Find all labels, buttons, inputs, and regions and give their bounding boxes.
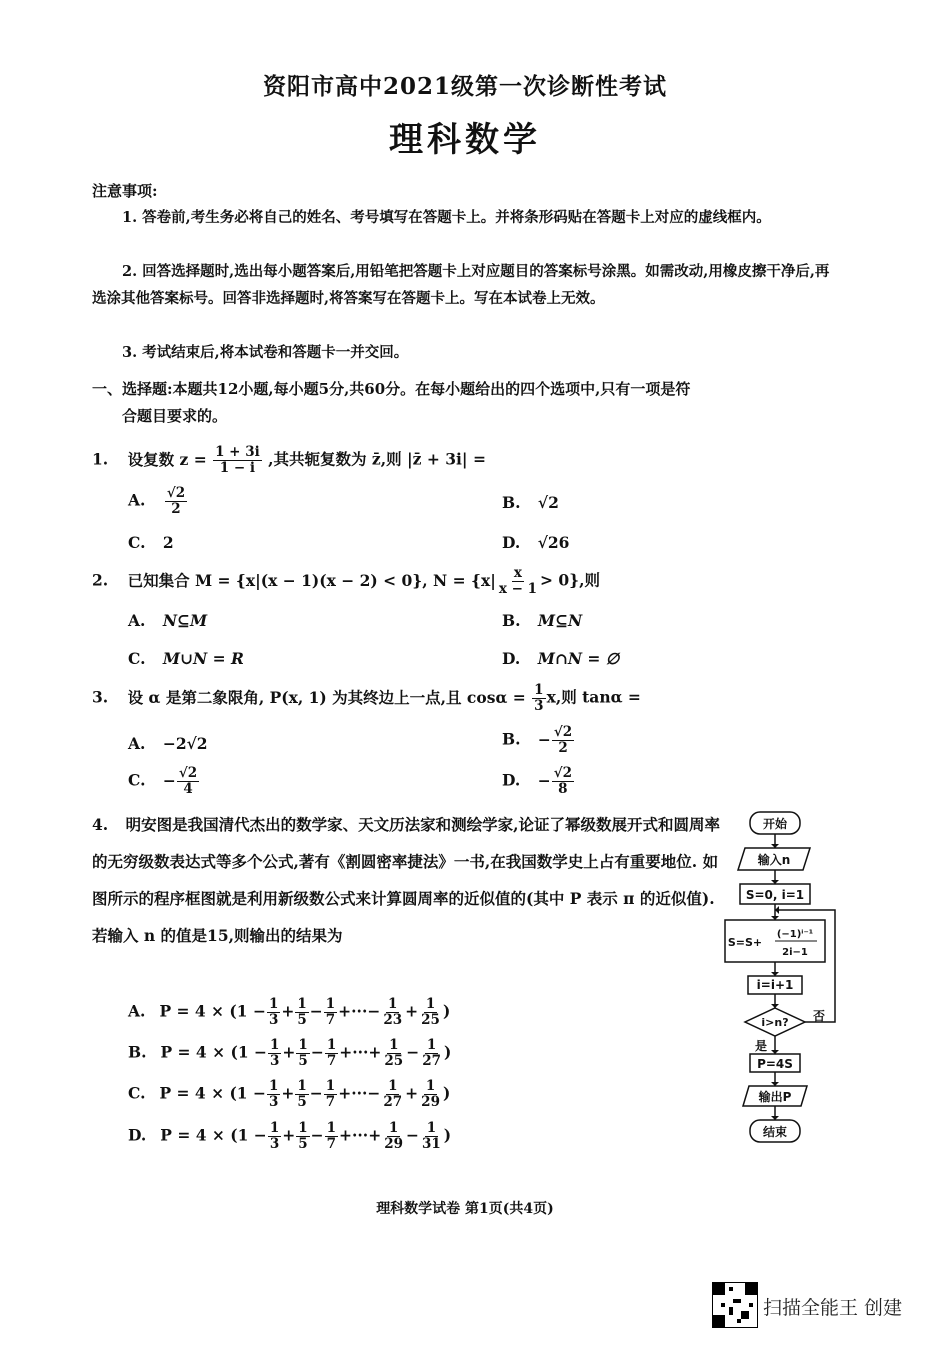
fraction [324,1079,337,1110]
fraction [295,1079,308,1110]
flow-loop-arrow [775,910,835,1022]
q4-option-d [128,1121,451,1152]
fraction [382,1121,405,1152]
option-label: D. [502,533,521,552]
operator-ellipsis: +···+ [339,1042,382,1062]
fraction [268,1038,281,1069]
option-sign: − [537,729,551,749]
operator: + [282,1042,296,1062]
fraction [497,566,539,597]
subject-title: 理科数学 [389,120,541,160]
fraction-denominator: 29 [384,1136,403,1152]
fraction-numerator: √2 [178,765,198,781]
fraction [267,1079,280,1110]
fraction [325,1038,338,1069]
fraction-numerator: √2 [166,485,186,501]
operator: + [281,1083,295,1103]
question-number: 3. [92,687,109,707]
fraction-numerator: 1 [325,1078,336,1094]
scanner-watermark: 扫描全能王 创建 [763,1297,903,1319]
option-label: B. [128,1042,147,1062]
option-label: A. [128,1001,146,1021]
option-text: 2 [162,533,174,552]
fraction-denominator: 5 [297,1012,307,1028]
question-2 [92,566,600,597]
arrow-head [771,1004,779,1008]
q4-option-c [128,1079,450,1110]
option-label: B. [502,493,521,512]
option-expression-head: P = 4 × (1 − [159,1001,266,1021]
flowchart-init: S=0, i=1 [745,888,805,902]
flowchart-end: 结束 [762,1125,788,1139]
notice-item-2: 2. 回答选择题时,选出每小题答案后,用铅笔把答题卡上对应题目的答案标号涂黑。如需改动,用橡皮擦干净后,再选涂其他答案标号。回答非选择题时,将答案写在答题卡上。写在本试卷上无效。 [92,263,830,307]
fraction-denominator: 3 [269,1136,280,1152]
fraction-numerator: 1 [426,1120,437,1136]
operator: − [406,1042,420,1062]
option-label: D. [502,770,521,790]
operator-ellipsis: +···− [338,1001,381,1021]
fraction [419,997,442,1028]
fraction [325,1121,338,1152]
option-text: √26 [537,533,570,552]
fraction [552,766,574,797]
fraction [267,997,280,1028]
section-header [92,376,837,430]
fraction-numerator: 1 [269,1120,280,1136]
question-text: 设 α 是第二象限角, P(x, 1) 为其终边上一点,且 cosα = [127,687,526,707]
section-header-line-1: 一、选择题:本题共12小题,每小题5分,共60分。在每小题给出的四个选项中,只有一项是符 [92,380,691,398]
fraction [177,766,199,797]
fraction-denominator: 5 [298,1053,308,1069]
q3-option-b [502,725,575,756]
option-label: A. [128,734,146,753]
option-expression-head: P = 4 × (1 − [159,1083,266,1103]
fraction-numerator: 1 [298,1120,308,1136]
fraction-numerator: 1 [268,1078,279,1094]
fraction-numerator: 1 [426,1037,437,1053]
operator: − [309,1083,323,1103]
option-label: C. [128,770,146,790]
fraction-denominator: 4 [183,781,193,797]
fraction [165,486,187,517]
question-1 [92,445,486,476]
fraction [213,445,262,476]
fraction-denominator: 3 [270,1053,280,1069]
operator: − [406,1125,419,1145]
option-text: M∩N = ∅ [537,649,620,668]
option-label: B. [502,729,521,749]
question-text: 设复数 z = [127,449,207,469]
flowchart-condition: i>n? [761,1016,789,1029]
exam-title: 资阳市高中2021级第一次诊断性考试 [262,73,667,100]
question-number: 1. [92,449,109,469]
fraction-denominator: 8 [558,781,568,797]
fraction-numerator: 1 [389,1037,399,1053]
question-text: 明安图是我国清代杰出的数学家、天文历法家和测绘学家,论证了幂级数展开式和圆周率的无穷级数表达式等多个公式,著有《割圆密率捷法》一书,在我国数学史上占有重要地位. 如图所示的程序框图就是利用新级数公式来计算圆周率的近似值的(其中 P 表示 π 的近似值). 若输入 n 的值是15,则输出的结果为 [92,815,720,945]
fraction [268,1121,281,1152]
option-text: √2 [537,493,559,512]
fraction-denominator: 27 [383,1094,403,1110]
fraction-numerator: √2 [553,724,573,740]
q1-option-a [128,486,188,517]
operator: + [282,1125,296,1145]
q2-option-d [502,649,619,668]
question-4 [92,806,722,954]
flowchart-update-prefix: S=S+ [727,936,763,949]
fraction-denominator: 1 − i [219,460,256,476]
flowchart-assign: P=4S [757,1057,793,1071]
fraction [296,1038,309,1069]
fraction-numerator: 1 [388,1078,398,1094]
fraction-numerator: 1 [297,996,307,1012]
option-sign: − [162,770,176,790]
option-label: A. [128,490,146,510]
fraction-denominator: 31 [422,1136,441,1152]
fraction-numerator: 1 [326,1037,337,1053]
fraction [532,683,545,714]
notice-item-1: 1. 答卷前,考生务必将自己的姓名、考号填写在答题卡上。并将条形码贴在答题卡上对应的虚线框内。 [122,209,771,226]
flowchart-start: 开始 [762,817,788,831]
q4-option-b [128,1038,451,1069]
option-label: B. [502,611,521,630]
section-header-line-2: 合题目要求的。 [122,407,228,425]
q1-option-b [502,493,559,512]
fraction-numerator: 1 [270,1037,280,1053]
fraction-numerator: 1 [425,996,436,1012]
fraction [420,1038,443,1069]
flowchart-no-label: 否 [812,1009,826,1023]
fraction [419,1079,442,1110]
fraction-denominator: 27 [422,1053,441,1069]
flowchart-incr: i=i+1 [756,978,794,992]
flowchart [715,810,845,1150]
notice-item-3: 3. 考试结束后,将本试卷和答题卡一并交回。 [122,344,409,361]
fraction-denominator: 23 [383,1012,403,1028]
q1-option-d [502,533,569,552]
operator: + [281,1001,295,1021]
fraction-denominator: 7 [326,1053,337,1069]
fraction [324,997,337,1028]
fraction-denominator: 5 [297,1094,307,1110]
option-label: A. [128,611,146,630]
closing-paren: ) [442,1083,451,1103]
flowchart-yes-label: 是 [754,1039,768,1053]
option-label: C. [128,649,146,668]
operator: + [405,1083,419,1103]
closing-paren: ) [442,1001,451,1021]
q2-option-b [502,611,582,630]
question-number: 2. [92,570,109,590]
operator: + [405,1001,419,1021]
flowchart-update-numerator: (−1)ⁱ⁻¹ [776,929,814,940]
q3-option-a [128,734,208,753]
fraction-numerator: 1 [268,996,279,1012]
option-label: C. [128,1083,146,1103]
operator-ellipsis: +···+ [339,1125,382,1145]
fraction [420,1121,443,1152]
fraction-numerator: 1 + 3i [215,444,260,460]
fraction-denominator: 3 [268,1094,279,1110]
closing-paren: ) [443,1125,452,1145]
fraction-numerator: 1 [425,1078,436,1094]
option-expression-head: P = 4 × (1 − [160,1125,267,1145]
option-label: D. [502,649,521,668]
fraction-denominator: 29 [421,1094,440,1110]
option-label: C. [128,533,146,552]
fraction-numerator: √2 [553,765,572,781]
operator: − [310,1042,324,1062]
q3-option-d [502,766,575,797]
fraction-denominator: 2 [558,740,568,756]
question-number: 4. [92,815,109,834]
operator: − [309,1001,323,1021]
flowchart-output: 输出P [758,1090,792,1104]
flowchart-input: 输入n [757,853,791,867]
fraction-denominator: 7 [325,1094,336,1110]
closing-paren: ) [444,1042,452,1062]
option-text: M⊆N [537,611,583,630]
fraction-numerator: 1 [388,996,398,1012]
qr-code-icon [712,1282,758,1328]
fraction-denominator: x − 1 [498,581,537,597]
q2-option-a [128,611,207,630]
fraction-numerator: 1 [297,1078,307,1094]
fraction [296,1121,309,1152]
fraction [382,1038,405,1069]
question-text-tail: x,则 tanα = [546,687,641,707]
fraction [552,725,574,756]
question-text: 已知集合 M = {x|(x − 1)(x − 2) < 0}, N = {x| [127,570,496,590]
q2-option-c [128,649,244,668]
fraction [295,997,308,1028]
operator: − [310,1125,324,1145]
fraction-denominator: 3 [268,1012,279,1028]
question-text-tail: > 0},则 [540,570,601,590]
question-text-tail: ,其共轭复数为 z̄,则 |z̄ + 3i| = [268,449,486,469]
notice-heading: 注意事项: [92,182,158,200]
fraction-numerator: x [513,565,522,581]
fraction-numerator: 1 [325,996,336,1012]
fraction-numerator: 1 [534,682,544,698]
q4-option-a [128,997,450,1028]
option-label: D. [128,1125,147,1145]
fraction-denominator: 25 [384,1053,404,1069]
option-text: N⊆M [162,611,208,630]
fraction-denominator: 7 [325,1012,336,1028]
question-3 [92,683,641,714]
option-text: −2√2 [162,734,208,753]
fraction [381,1079,404,1110]
fraction-numerator: 1 [326,1120,337,1136]
fraction-numerator: 1 [388,1120,399,1136]
operator-ellipsis: +···− [338,1083,381,1103]
option-sign: − [537,770,551,790]
flowchart-update-denominator: 2i−1 [782,947,808,958]
page-footer: 理科数学试卷 第1页(共4页) [376,1201,554,1217]
fraction-denominator: 2 [171,501,181,517]
fraction-denominator: 3 [534,698,544,714]
fraction-denominator: 7 [326,1136,337,1152]
fraction [381,997,404,1028]
fraction-denominator: 25 [421,1012,440,1028]
fraction-numerator: 1 [298,1037,308,1053]
q1-option-c [128,533,174,552]
fraction-denominator: 5 [298,1136,308,1152]
option-text: M∪N = R [162,649,244,668]
q3-option-c [128,766,200,797]
option-expression-head: P = 4 × (1 − [160,1042,268,1062]
